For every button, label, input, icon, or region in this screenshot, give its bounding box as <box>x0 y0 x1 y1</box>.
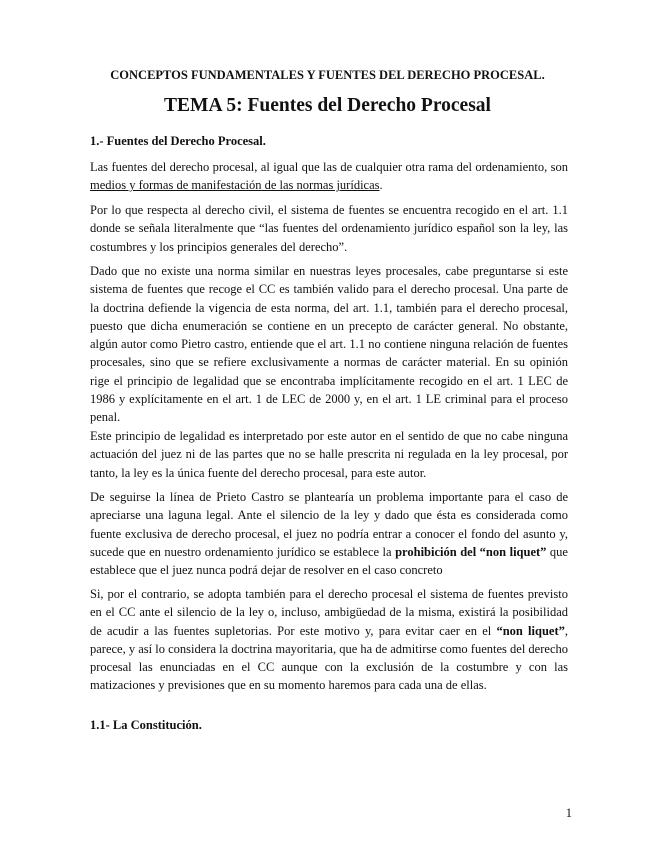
paragraph-5-text: De seguirse la línea de Prieto Castro se plantearía un problema importante para el caso de apreciarse una laguna legal. Ante el silencio de la ley y dado que ésta es considerada como fuente exclusiva de derecho procesal, el juez no podría entrar a conocer el fondo del asunto y, sucede que en nuestro ordenamiento jurídico se establece la <box>90 490 568 559</box>
paragraph-1 <box>90 158 568 195</box>
paragraph-2 <box>90 201 568 256</box>
document-header: CONCEPTOS FUNDAMENTALES Y FUENTES DEL DERECHO PROCESAL. <box>110 68 545 82</box>
section-heading-constitucion: 1.1- La Constitución. <box>90 718 202 732</box>
paragraph-3 <box>90 262 568 427</box>
paragraph-1-end: . <box>379 178 383 193</box>
paragraph-3-text: Dado que no existe una norma similar en nuestras leyes procesales, cabe preguntarse si este sistema de fuentes que recoge el CC es también valido para el derecho procesal. Una parte de la doctrina defiende la vigencia de esta norma, del art. 1.1, también para el derecho procesal, puesto que dicha enumeración se contiene en un precepto de carácter general. No obstante, algún autor como Pietro castro, entiende que el art. 1.1 no contiene ninguna relación de fuentes procesales, sino que se refiere exclusivamente a normas de carácter material. En su opinión rige el principio de legalidad que se encontraba implícitamente recogido en el art. 1 LEC de 1986 y explícitamente en el art. 1 de LEC de 2000 y, en el art. 1 LE criminal para el proceso penal. <box>90 264 568 425</box>
paragraph-5 <box>90 488 568 579</box>
page-title: TEMA 5: Fuentes del Derecho Procesal <box>164 95 491 116</box>
page-number: 1 <box>565 806 572 820</box>
paragraph-1-underlined: medios y formas de manifestación de las normas jurídicas <box>90 178 380 193</box>
paragraph-6-end: , parece, y así lo considera la doctrina mayoritaria, que ha de admitirse como fuentes del derecho procesal las enunciadas en el CC aunque con la exclusión de la costumbre y con las matizaciones y previsiones que en su momento haremos para cada una de ellas. <box>90 623 568 693</box>
paragraph-1-text: Las fuentes del derecho procesal, al igual que las de cualquier otra rama del ordenamiento, son <box>90 160 568 174</box>
section-heading-fuentes: 1.- Fuentes del Derecho Procesal. <box>90 134 266 148</box>
paragraph-4-text: Este principio de legalidad es interpretado por este autor en el sentido de que no cabe ninguna actuación del juez ni de las partes que no se halle prescrita ni regulada en la ley procesal, por tanto, la ley es la única fuente del derecho procesal, para este autor. <box>90 429 568 480</box>
paragraph-5-bold: prohibición del “non liquet” <box>395 544 547 559</box>
paragraph-4 <box>90 427 568 482</box>
paragraph-2-text: Por lo que respecta al derecho civil, el sistema de fuentes se encuentra recogido en el art. 1.1 donde se señala literalmente que “las fuentes del ordenamiento jurídico español son la ley, las costumbres y los principios generales del derecho”. <box>90 203 568 254</box>
paragraph-6-bold: “non liquet” <box>496 623 565 638</box>
paragraph-5-end: que establece que el juez nunca podrá dejar de resolver en el caso concreto <box>90 544 568 578</box>
paragraph-6 <box>90 585 568 695</box>
paragraph-6-text: Si, por el contrario, se adopta también para el derecho procesal el sistema de fuentes previsto en el CC ante el silencio de la ley o, incluso, ambigüedad de la misma, existirá la posibilidad de acudir a las fuentes supletorias. Por este motivo y, para evitar caer en el <box>90 587 568 638</box>
